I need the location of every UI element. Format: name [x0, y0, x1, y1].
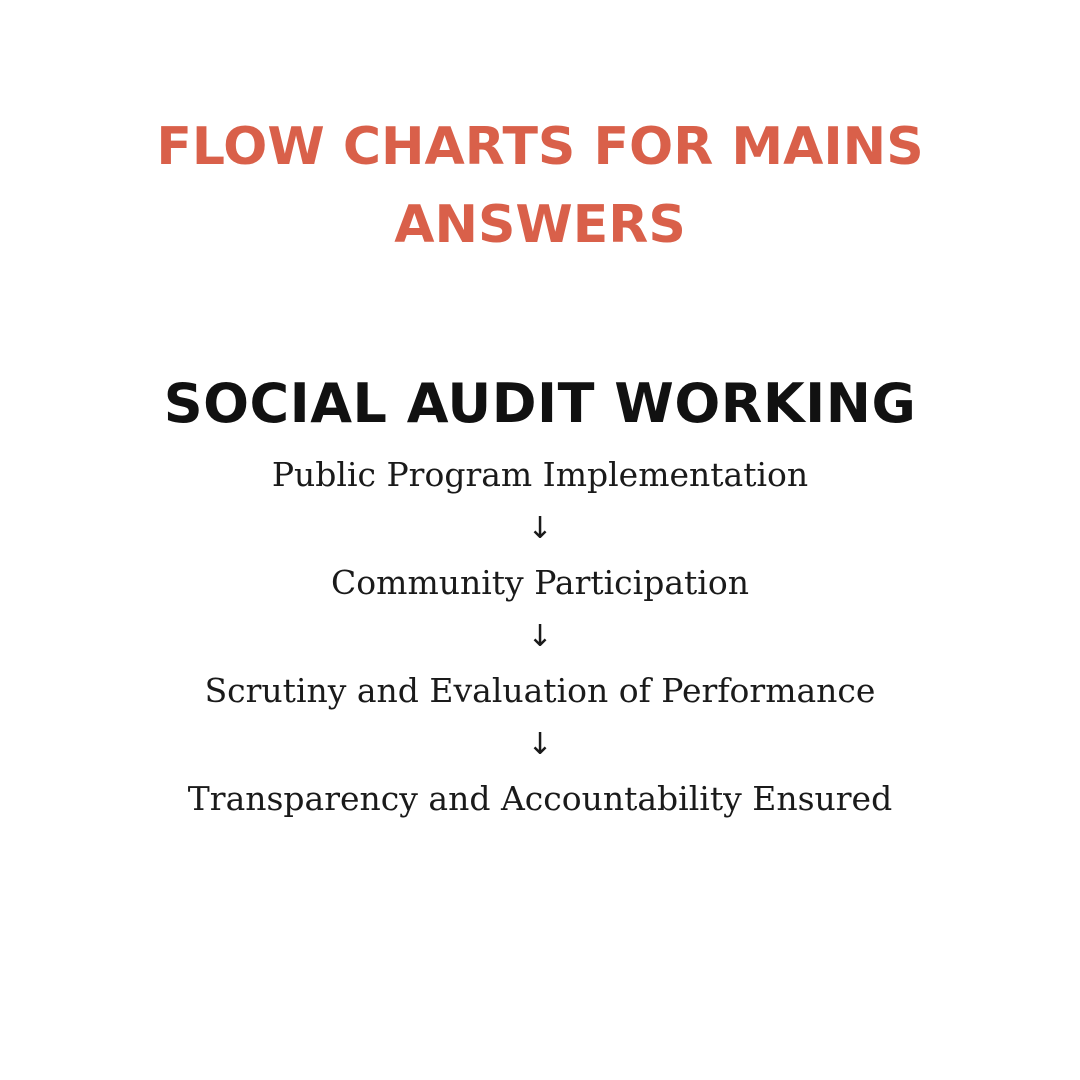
header-title-line-1: FLOW CHARTS FOR MAINS [156, 117, 924, 177]
flow-step-4: Transparency and Accountability Ensured [187, 779, 893, 818]
flow-step-1: Public Program Implementation [271, 455, 809, 494]
header-title-line-2: ANSWERS [394, 195, 686, 255]
header-title [0, 108, 1080, 264]
flow-step-2: Community Participation [331, 563, 749, 602]
flow-step-3: Scrutiny and Evaluation of Performance [204, 671, 876, 710]
down-arrow-icon: ↓ [527, 619, 553, 654]
flow-chart [0, 449, 1080, 825]
down-arrow-icon: ↓ [527, 727, 553, 762]
down-arrow-icon: ↓ [527, 511, 553, 546]
diagram-title: SOCIAL AUDIT WORKING [163, 372, 917, 435]
